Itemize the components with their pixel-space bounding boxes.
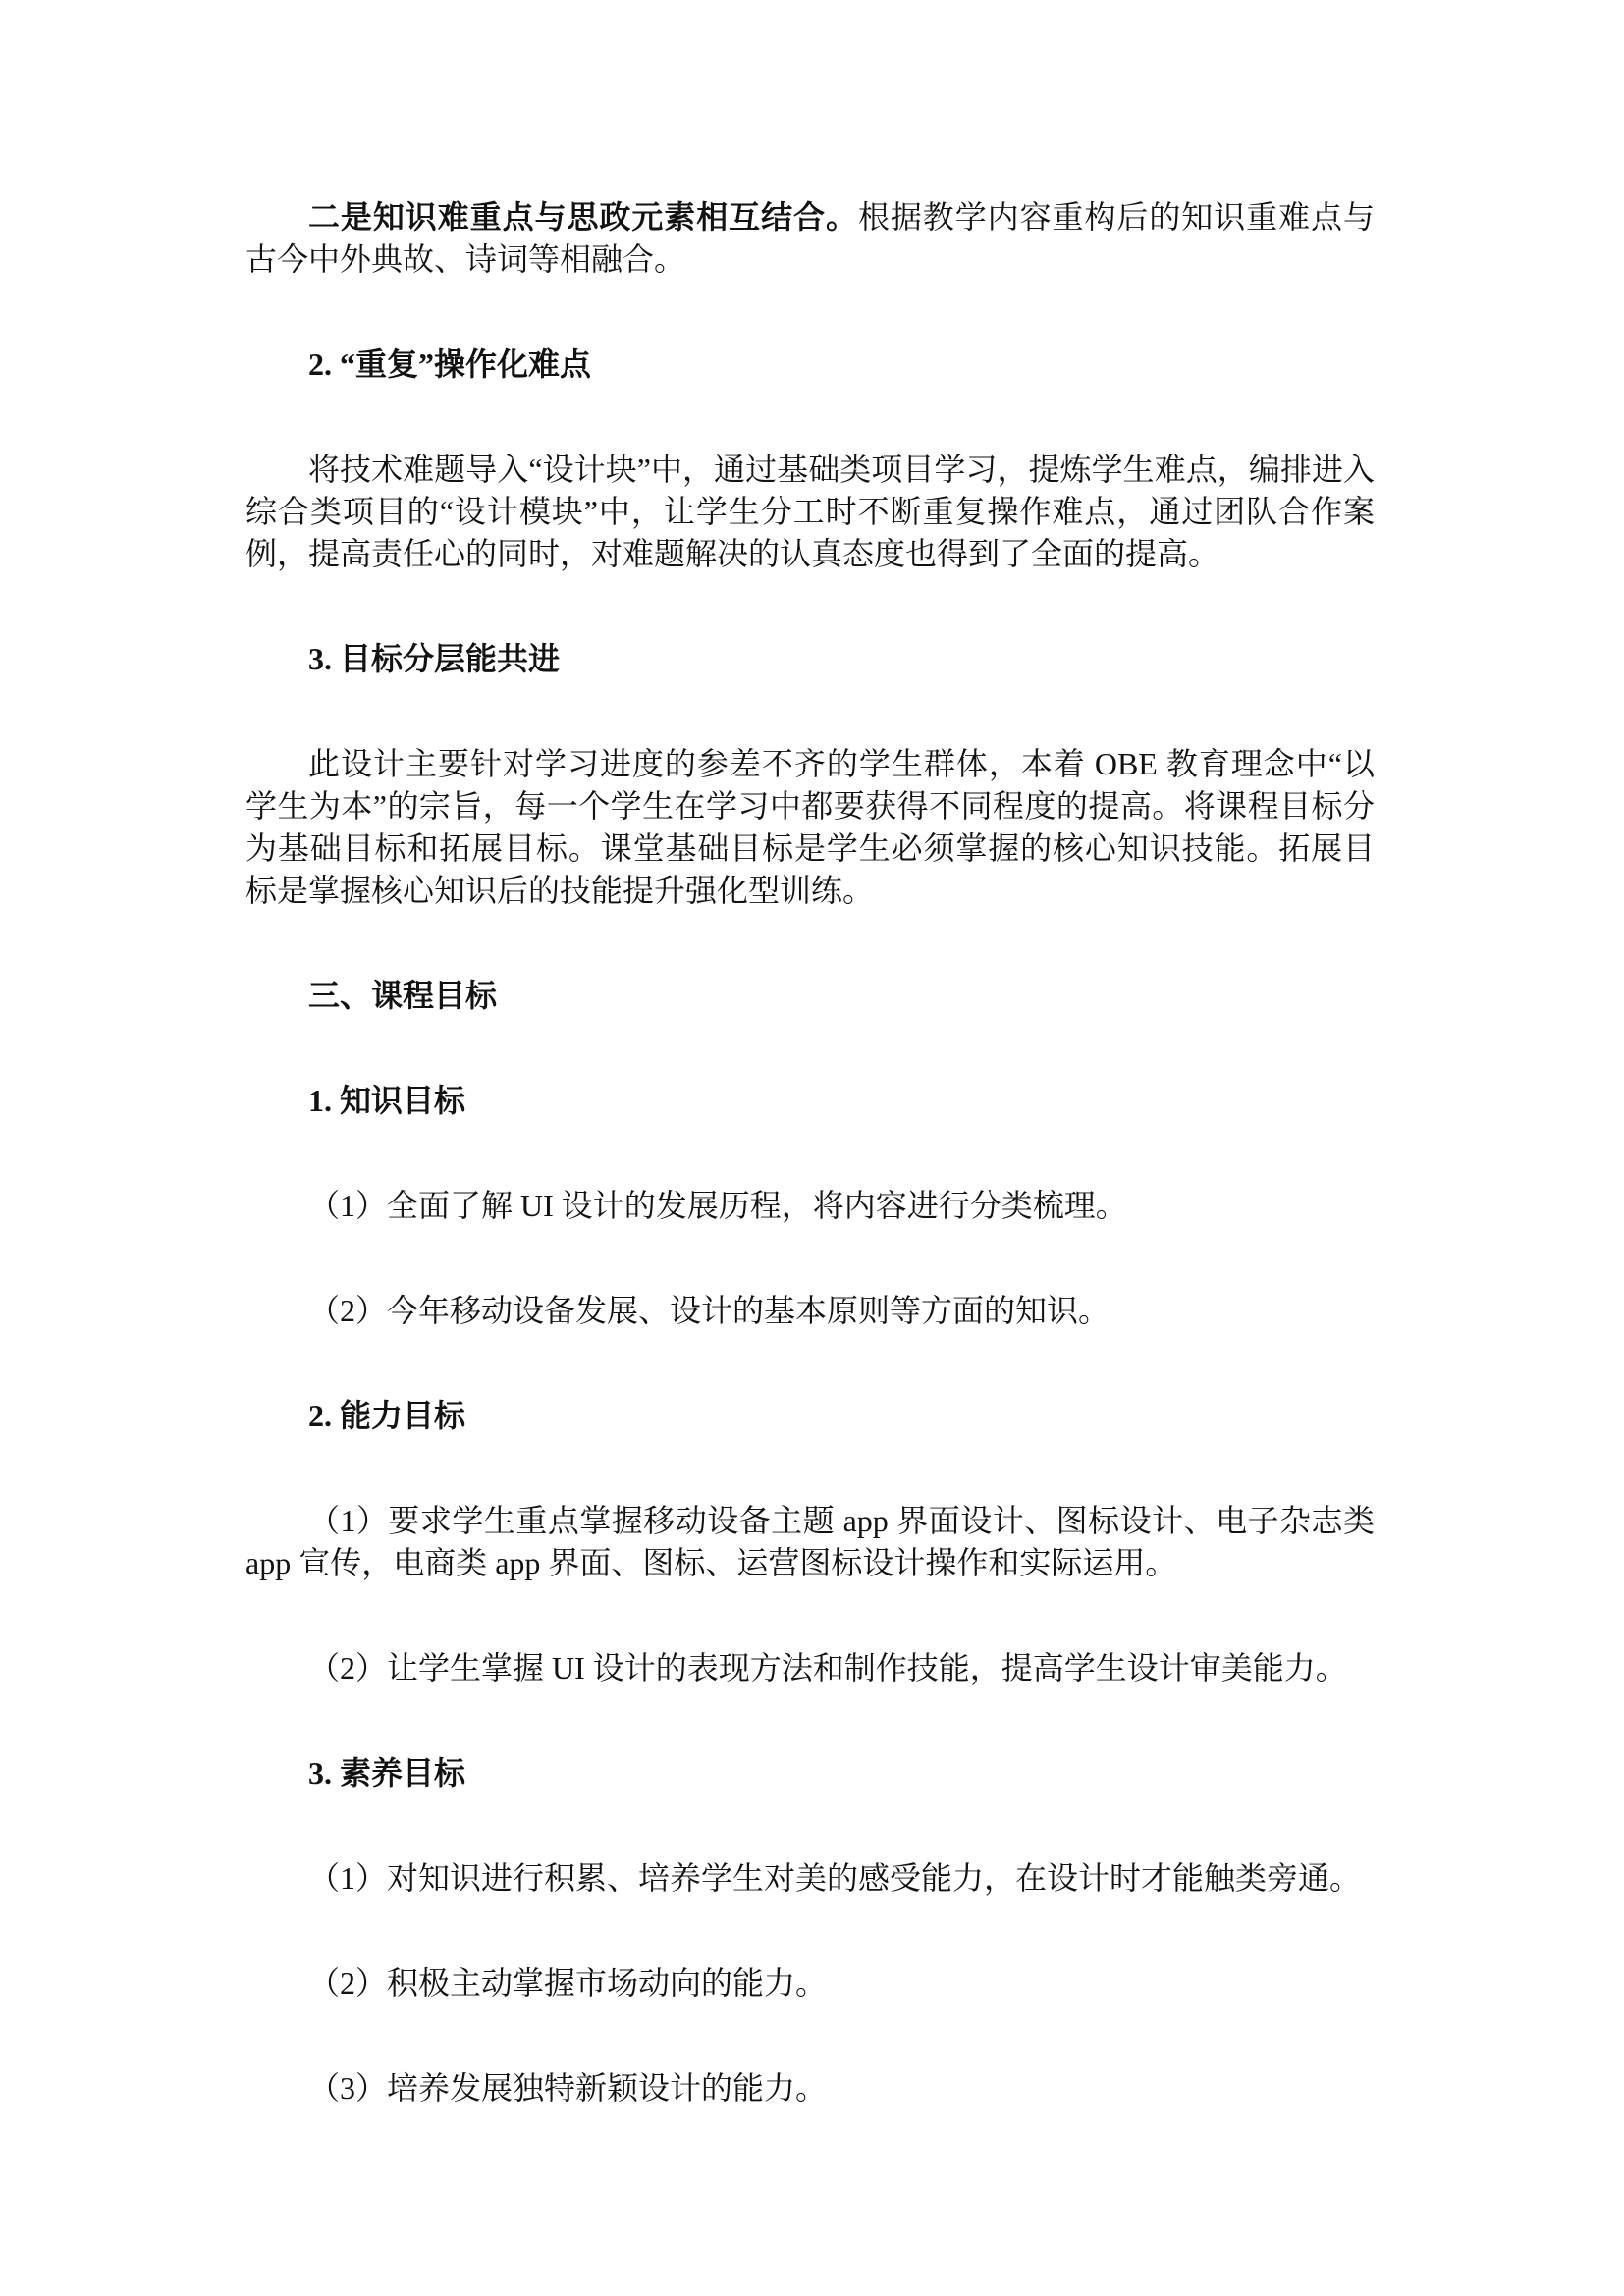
body-paragraph [245, 2067, 1375, 2109]
body-paragraph [245, 1962, 1375, 2004]
body-paragraph [245, 1185, 1375, 1227]
text-run: 3. 目标分层能共进 [308, 641, 561, 676]
text-run: 2. “重复”操作化难点 [308, 347, 592, 382]
text-run: 将技术难题导入“设计块”中，通过基础类项目学习，提炼学生难点，编排进入综合类项目的“设计模块”中，让学生分工时不断重复操作难点，通过团队合作案例，提高责任心的同时，对难题解决的认真态度也得到了全面的提高。 [245, 452, 1375, 571]
section-heading [245, 344, 1375, 386]
section-heading [245, 638, 1375, 680]
text-run: 二是知识难重点与思政元素相互结合。 [308, 199, 858, 235]
body-paragraph [245, 196, 1375, 281]
section-heading [245, 1080, 1375, 1122]
body-paragraph [245, 1857, 1375, 1899]
text-run: 1. 知识目标 [308, 1083, 466, 1118]
text-run: （2）今年移动设备发展、设计的基本原则等方面的知识。 [308, 1293, 1110, 1328]
text-run: （2）让学生掌握 UI 设计的表现方法和制作技能，提高学生设计审美能力。 [308, 1650, 1347, 1685]
section-heading [245, 1395, 1375, 1437]
text-run: 三、课程目标 [308, 978, 498, 1013]
body-paragraph [245, 1647, 1375, 1689]
text-run: （3）培养发展独特新颖设计的能力。 [308, 2070, 828, 2106]
body-paragraph [245, 1500, 1375, 1584]
body-paragraph [245, 449, 1375, 575]
body-paragraph [245, 1290, 1375, 1332]
text-run: 根据教学内容重构后的知识重难点与古今中外典故、诗词等相融合。 [245, 199, 1375, 277]
section-heading [245, 975, 1375, 1017]
section-heading [245, 1752, 1375, 1794]
document-content [245, 196, 1375, 2109]
text-run: 3. 素养目标 [308, 1755, 466, 1790]
body-paragraph [245, 743, 1375, 912]
text-run: （1）全面了解 UI 设计的发展历程，将内容进行分类梳理。 [308, 1188, 1127, 1223]
text-run: （1）对知识进行积累、培养学生对美的感受能力，在设计时才能触类旁通。 [308, 1860, 1362, 1896]
text-run: （1）要求学生重点掌握移动设备主题 app 界面设计、图标设计、电子杂志类 app 宣传，电商类 app 界面、图标、运营图标设计操作和实际运用。 [245, 1503, 1375, 1580]
text-run: 2. 能力目标 [308, 1398, 466, 1433]
text-run: 此设计主要针对学习进度的参差不齐的学生群体，本着 OBE 教育理念中“以学生为本”的宗旨，每一个学生在学习中都要获得不同程度的提高。将课程目标分为基础目标和拓展目标。课堂基础目标是学生必须掌握的核心知识技能。拓展目标是掌握核心知识后的技能提升强化型训练。 [245, 746, 1375, 908]
text-run: （2）积极主动掌握市场动向的能力。 [308, 1965, 828, 2001]
